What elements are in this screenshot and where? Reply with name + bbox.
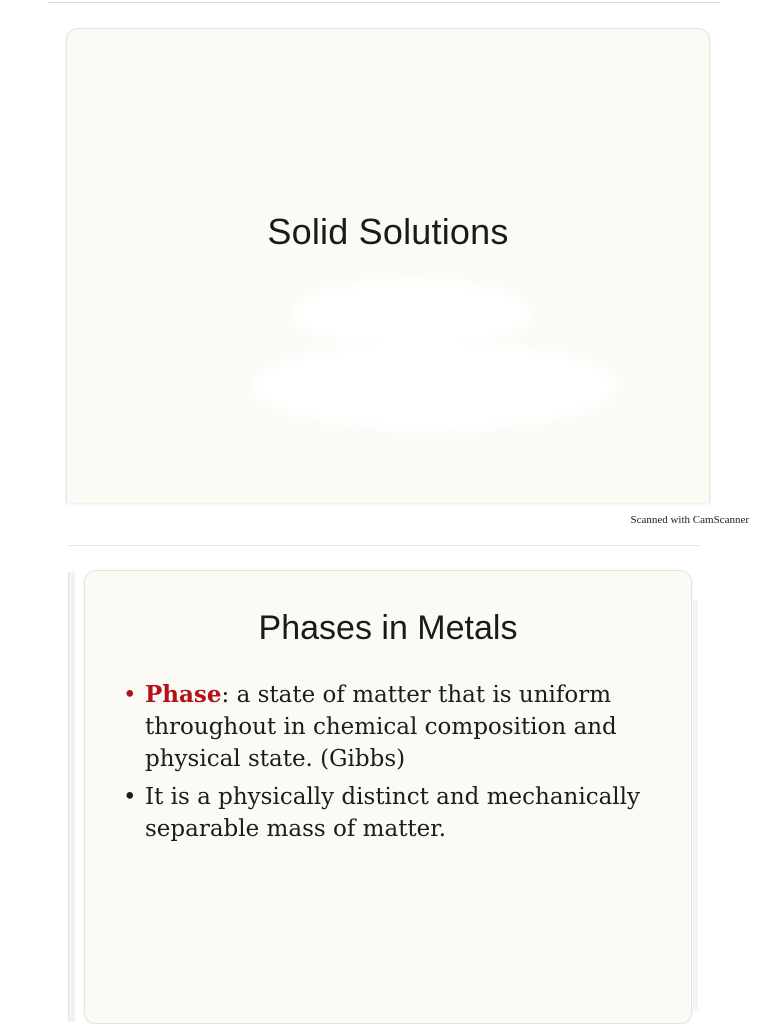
- slide-edge: [693, 600, 698, 1010]
- term-phase: Phase: [145, 681, 222, 708]
- whiteout-patch: [253, 341, 617, 431]
- bullet-text: : a state of matter that is uniform throughout in chemical composition and physical state. (Gibbs): [145, 682, 617, 772]
- slide-solid-solutions: [66, 28, 710, 503]
- top-divider: [48, 2, 720, 3]
- page-divider: [68, 545, 700, 546]
- slide-title: Solid Solutions: [267, 211, 509, 252]
- bullet-text: It is a physically distinct and mechanically separable mass of matter.: [145, 784, 641, 842]
- slide-title: Phases in Metals: [258, 609, 518, 647]
- slide-phases-in-metals: [84, 570, 692, 1024]
- slide-edge: [68, 572, 75, 1022]
- bullet-icon: •: [123, 682, 137, 708]
- whiteout-patch: [293, 279, 533, 349]
- scanner-watermark: Scanned with CamScanner: [630, 514, 749, 526]
- list-item: [123, 679, 683, 775]
- list-item: [123, 781, 683, 845]
- bullet-list: [123, 679, 683, 851]
- bullet-icon: •: [123, 784, 137, 810]
